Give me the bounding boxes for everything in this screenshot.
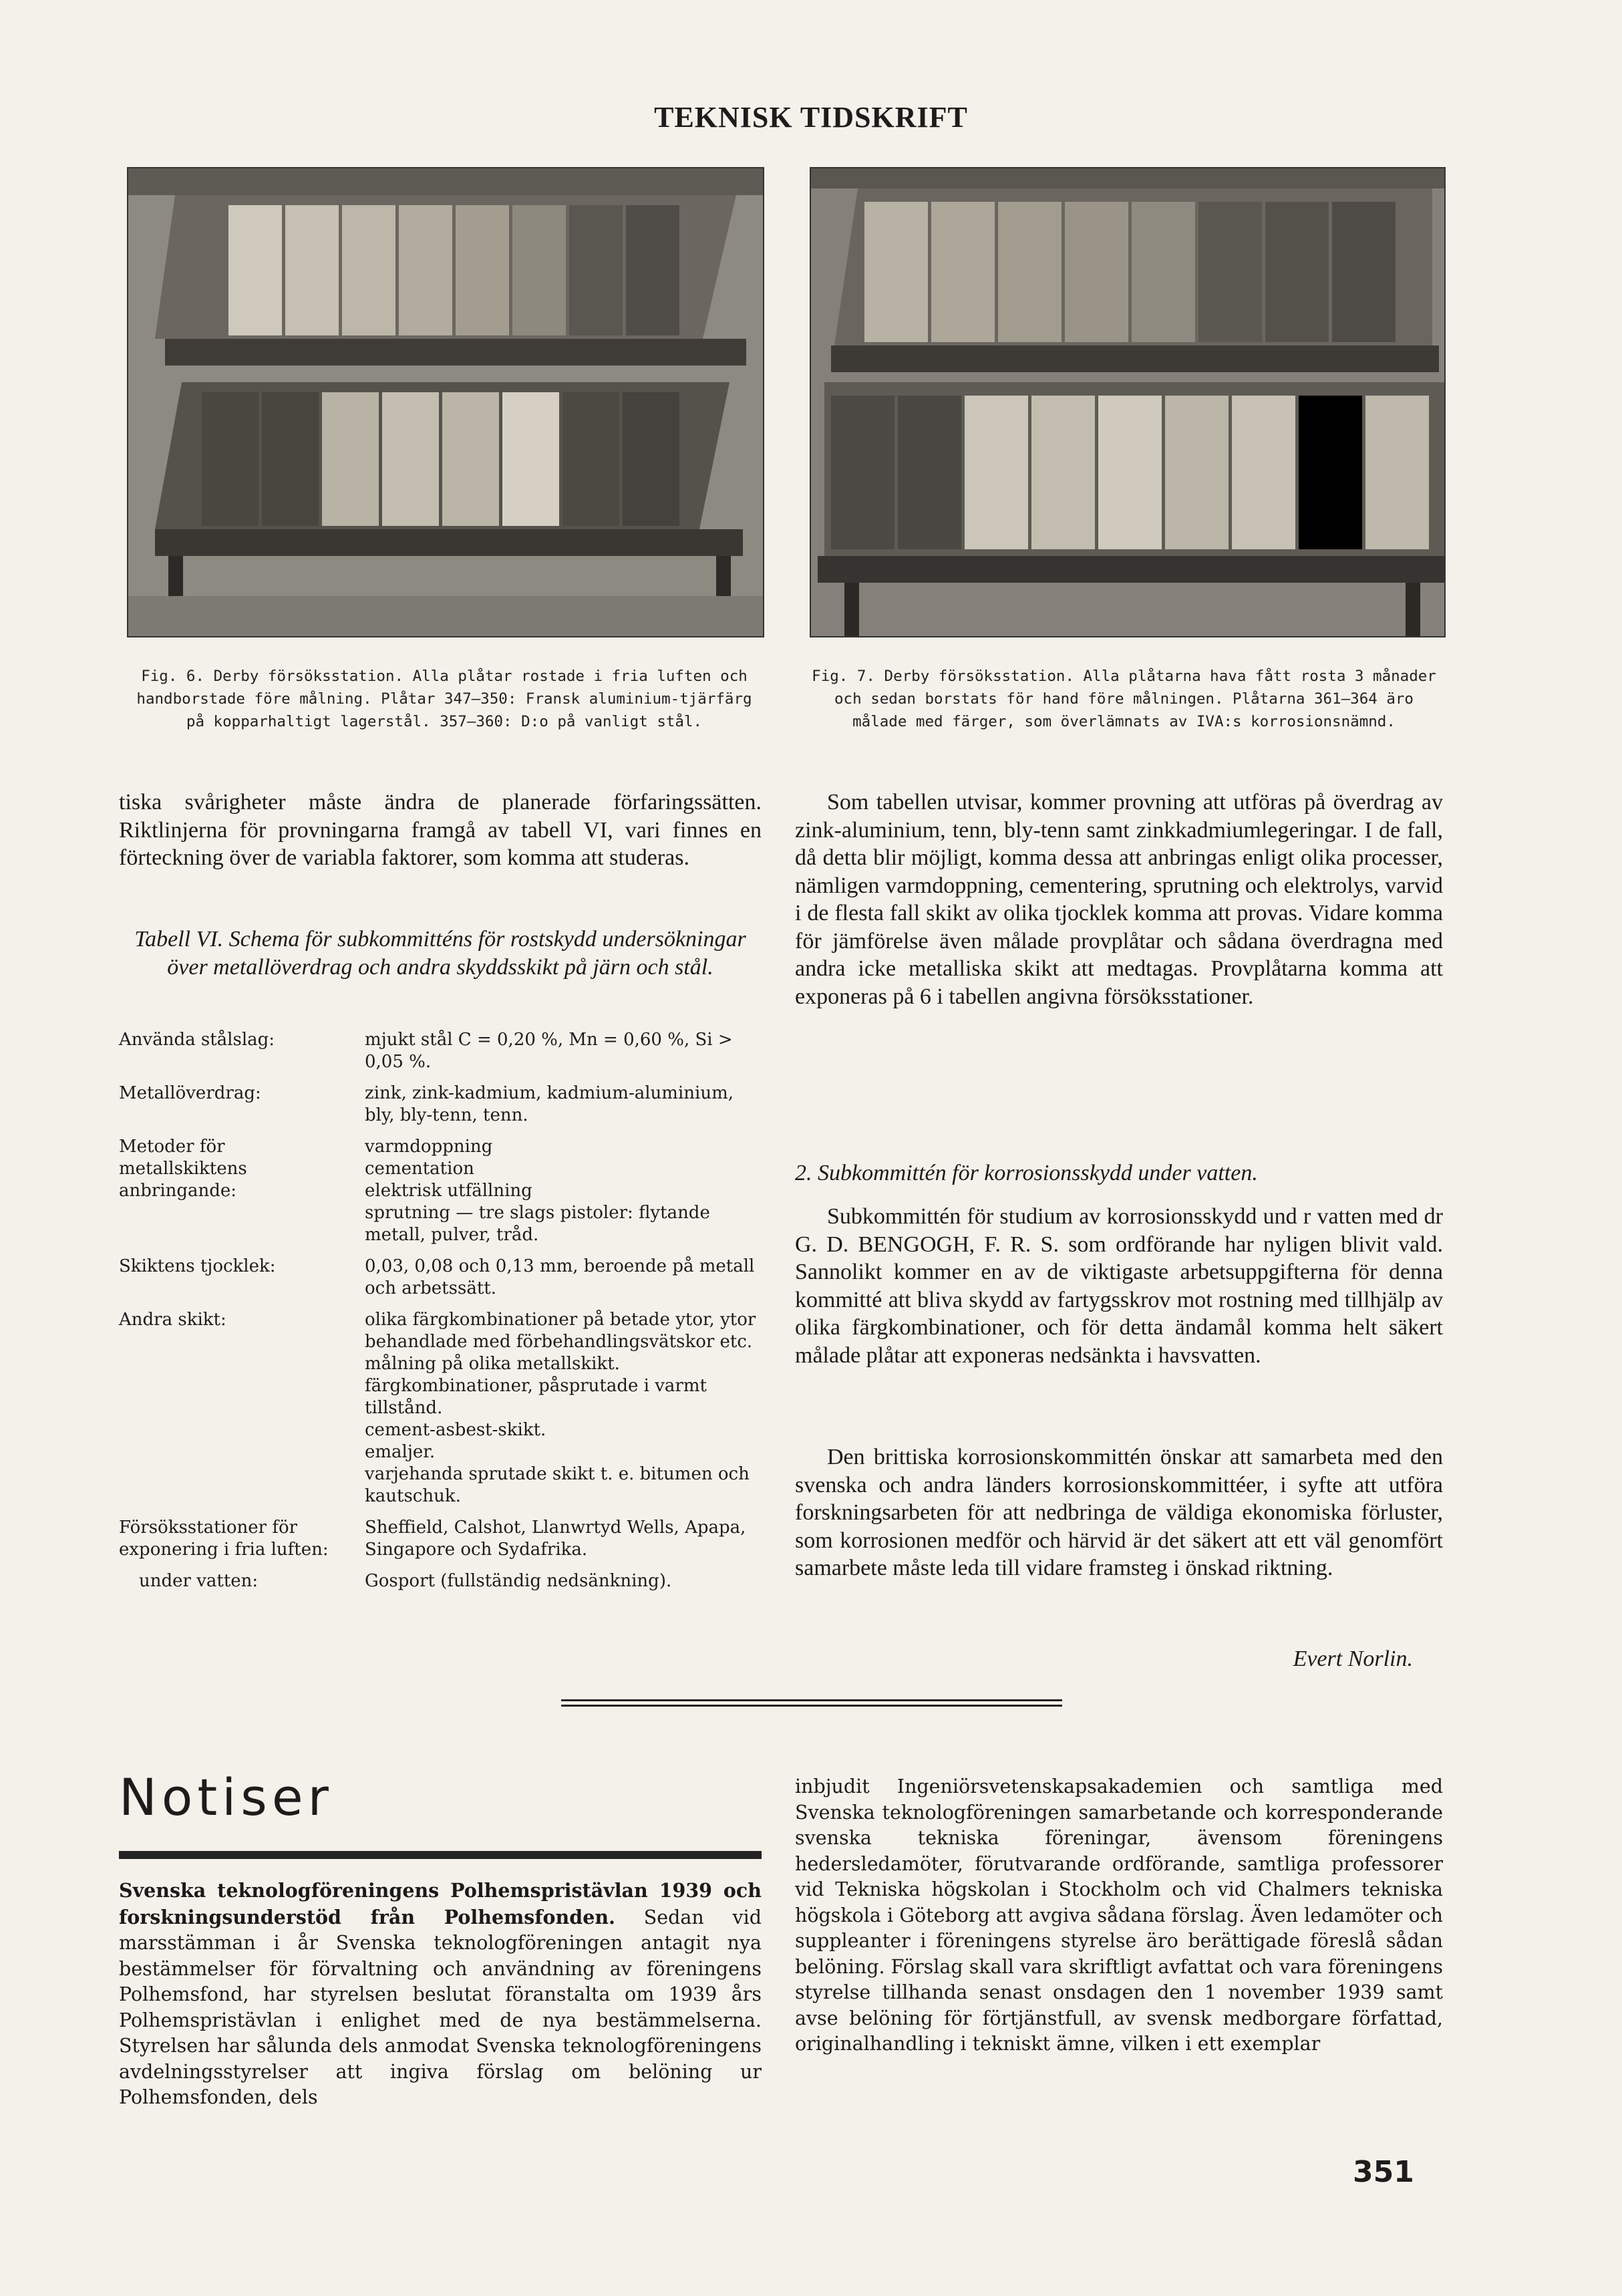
table-row xyxy=(119,1256,760,1300)
table-vi xyxy=(119,1029,760,1602)
right-section-heading: 2. Subkommittén för korrosionsskydd under vatten. xyxy=(795,1161,1258,1185)
table-row-value: olika färgkombinationer på betade ytor, ytor behandlade med förbehandlingsvätskor etc. målning på olika metallskikt. färgkombinationer, påsprutade i varmt tillstånd. cement-asbest-skikt. emaljer. varjehanda sprutade skikt t. e. bitumen och kautschuk. xyxy=(365,1310,756,1506)
figure-7-image xyxy=(811,168,1444,636)
figure-6-image xyxy=(128,168,763,636)
notiser-headline: Svenska teknologföreningens Polhemspristävlan 1939 och forskningsunderstöd från Polhemsfonden. xyxy=(119,1879,762,1928)
notiser-title: Notiser xyxy=(119,1767,333,1827)
figure-7-photo xyxy=(810,167,1446,637)
table-row xyxy=(119,1083,760,1127)
table-row-label: Metoder för metallskiktens anbringande: xyxy=(119,1137,247,1201)
table-row-value: varmdoppning cementation elektrisk utfällning sprutning — tre slags pistoler: flytande metall, pulver, tråd. xyxy=(365,1137,710,1245)
notiser-right-column: inbjudit Ingeniörsvetenskapsakademien och samtliga med Svenska teknologföreningen samarbetande och korresponderande svenska tekniska föreningar, ävensom föreningens hedersledamöter, förutvarande ordförande, samtliga professorer vid Tekniska högskolan i Stockholm och vid Chalmers tekniska högskola i Göteborg att avgiva sådana förslag. Även ledamöter och suppleanter i föreningens styrelse äro berättigade föreslå sådan belöning. Förslag skall vara skriftligt avfattat och vara föreningens styrelse tillhanda senast onsdagen den 1 november 1939 samt avse belöning för förtjänstfull, av svensk medborgare författad, originalhandling i tekniskt ämne, vilken i ett exemplar xyxy=(795,1775,1443,2055)
table-row-label: Använda stålslag: xyxy=(119,1030,275,1050)
table-row-value: 0,03, 0,08 och 0,13 mm, beroende på metall och arbetssätt. xyxy=(365,1256,755,1298)
table-row xyxy=(119,1517,760,1561)
table-row-value: mjukt stål C = 0,20 %, Mn = 0,60 %, Si > 0,05 %. xyxy=(365,1030,733,1072)
table-row-label: Metallöverdrag: xyxy=(119,1083,261,1103)
figure-6-photo xyxy=(127,167,764,637)
table-row xyxy=(119,1309,760,1508)
table-caption: Tabell VI. Schema för subkommitténs för rostskydd undersökningar över metallöverdrag och andra skyddsskikt på järn och stål. xyxy=(134,927,746,980)
notiser-left-column xyxy=(119,1878,762,2111)
separator-rule-bottom xyxy=(561,1705,1062,1707)
notiser-heavy-rule xyxy=(119,1851,762,1859)
table-row-label: Andra skikt: xyxy=(119,1310,226,1330)
table-row-value: zink, zink-kadmium, kadmium-aluminium, bly, bly-tenn, tenn. xyxy=(365,1083,734,1125)
table-row xyxy=(119,1029,760,1073)
left-intro-paragraph: tiska svårigheter måste ändra de planerade förfaringssätten. Riktlinjerna för provningarna framgå av tabell VI, vari finnes en förteckning över de variabla faktorer, som komma att studeras. xyxy=(119,790,762,870)
table-row-label: under vatten: xyxy=(139,1571,259,1591)
masthead: TEKNISK TIDSKRIFT xyxy=(654,101,968,134)
table-row-value: Sheffield, Calshot, Llanwrtyd Wells, Apapa, Singapore och Sydafrika. xyxy=(365,1518,746,1560)
page-number: 351 xyxy=(1353,2155,1414,2189)
table-row xyxy=(119,1136,760,1246)
figure-7-caption: Fig. 7. Derby försöksstation. Alla plåtarna hava fått rosta 3 månader och sedan borstats för hand före målningen. Plåtarna 361—364 äro målade med färger, som överlämnats av IVA:s korrosionsnämnd. xyxy=(812,668,1436,730)
table-row-value: Gosport (fullständig nedsänkning). xyxy=(365,1571,672,1591)
right-paragraph-3: Den brittiska korrosionskommittén önskar att samarbeta med den svenska och andra länders korrosionskommittéer, i syfte att utföra forskningsarbeten för att nedbringa de väldiga ekonomiska förluster, som korrosionen medför och härvid är det säkert att ett väl genomfört samarbete måste leda till vidare framsteg i önskad riktning. xyxy=(795,1445,1443,1580)
figure-6-caption: Fig. 6. Derby försöksstation. Alla plåtar rostade i fria luften och handborstade före målning. Plåtar 347—350: Fransk aluminium-tjärfärg på kopparhaltigt lagerstål. 357—360: D:o på vanligt stål. xyxy=(136,668,752,730)
right-paragraph-1: Som tabellen utvisar, kommer provning att utföras på överdrag av zink-aluminium, tenn, bly-tenn samt zinkkadmiumlegeringar. I de fall, då detta blir möjligt, komma dessa att anbringas enligt olika processer, nämligen varmdoppning, cementering, sprutning och elektrolys, varvid i de flesta fall skikt av olika tjocklek komma att provas. Vidare komma för jämförelse även målade provplåtar och sådana överdragna med andra icke metalliska skikt att medtagas. Provplåtarna komma att exponeras på 6 i tabellen angivna försöksstationer. xyxy=(795,790,1443,1009)
table-row-label: Försöksstationer för exponering i fria luften: xyxy=(119,1518,329,1560)
table-row xyxy=(119,1570,760,1592)
separator-rule-top xyxy=(561,1699,1062,1701)
table-row-label: Skiktens tjocklek: xyxy=(119,1256,276,1276)
author-signature: Evert Norlin. xyxy=(1293,1646,1413,1671)
notiser-left-text: Sedan vid marsstämman i år Svenska teknologföreningen antagit nya bestämmelser för förvaltning och användning av föreningens Polhemsfond, har styrelsen beslutat föranstalta om 1939 års Polhemspristävlan i enlighet med de nya bestämmelserna. Styrelsen har sålunda dels anmodat Svenska teknologföreningens avdelningsstyrelser att ingiva förslag om belöning ur Polhemsfonden, dels xyxy=(119,1906,762,2108)
right-paragraph-2: Subkommittén för studium av korrosionsskydd und r vatten med dr G. D. BENGOGH, F. R. S. som ordförande har nyligen blivit vald. Sannolikt kommer en av de viktigaste arbetsuppgifterna för denna kommitté att bliva skydd av fartygsskrov mot rostning med tillhjälp av olika färgkombinationer, och för detta ändamål komma helt säkert målade plåtar att exponeras nedsänkta i havsvatten. xyxy=(795,1204,1443,1368)
